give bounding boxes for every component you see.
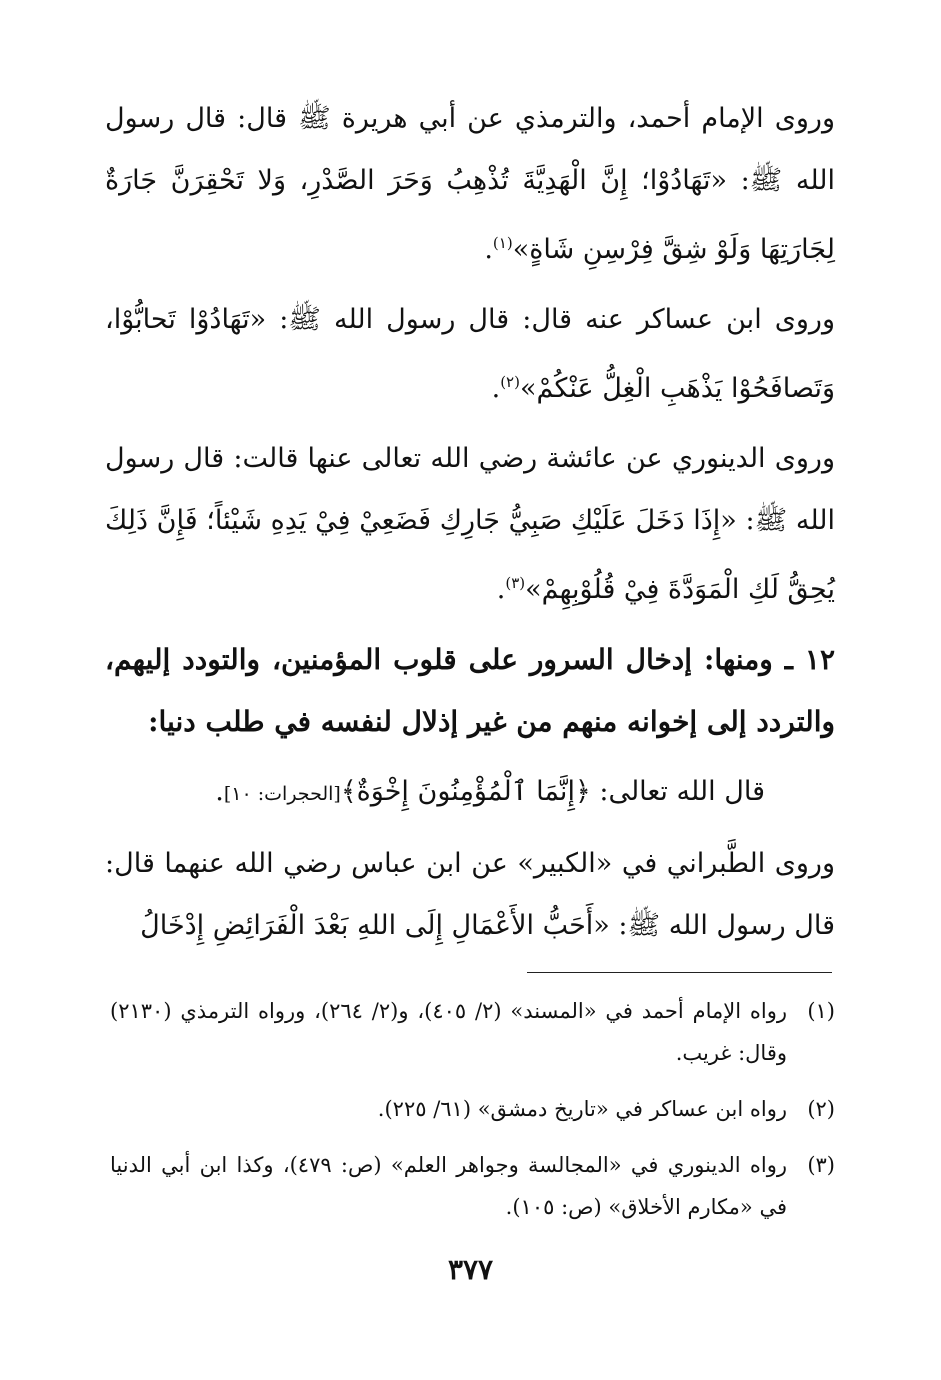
paragraph-2-text: وروى ابن عساكر عنه قال: قال رسول الله ﷺ: «تَهَادُوْا تَحابُّوْا، وَتَصافَحُوْا يَذْهَبِ الْغِلُّ عَنْكُمْ»: [105, 304, 835, 404]
paragraph-3-tail: .: [496, 574, 506, 605]
section-heading: ١٢ ـ ومنها: إدخال السرور على قلوب المؤمنين، والتودد إليهم، والتردد إلى إخوانه منهم من غير إذلال لنفسه في طلب دنيا:: [105, 643, 835, 738]
footnote-number: (٣): [807, 1153, 835, 1177]
footnote-1: [110, 990, 835, 1074]
paragraph-2-tail: .: [491, 373, 501, 404]
footnote-text: رواه الإمام أحمد في «المسند» (٢/ ٤٠٥)، و(٢/ ٢٦٤)، ورواه الترمذي (٢١٣٠) وقال: غريب.: [110, 999, 787, 1065]
footnote-divider: [527, 972, 832, 973]
paragraph-1: [105, 88, 835, 281]
footnote-ref-2: (٢): [500, 373, 520, 391]
footnote-3: [110, 1144, 835, 1228]
footnote-number: (١): [807, 999, 835, 1023]
paragraph-3-text: وروى الدينوري عن عائشة رضي الله تعالى عنها قالت: قال رسول الله ﷺ: «إِذَا دَخَلَ عَلَيْكِ صَبِيُّ جَارِكِ فَضَعِيْ فِيْ يَدِهِ شَيْئاً؛ فَإِنَّ ذَلِكَ يُحِقُّ لَكِ الْمَوَدَّةَ فِيْ قُلُوْبِهِمْ»: [105, 443, 835, 605]
paragraph-2: [105, 289, 835, 420]
paragraph-4: وروى الطَّبراني في «الكبير» عن ابن عباس رضي الله عنهما قال: قال رسول الله ﷺ: «أَحَبُّ الأَعْمَالِ إِلَى اللهِ بَعْدَ الْفَرَائِضِ إِدْخَالُ: [105, 848, 835, 941]
footnote-text: رواه ابن عساكر في «تاريخ دمشق» (٦١/ ٢٢٥).: [377, 1097, 787, 1121]
paragraph-1-text: وروى الإمام أحمد، والترمذي عن أبي هريرة ﷺ قال: قال رسول الله ﷺ: «تَهَادُوْا؛ إِنَّ الْهَدِيَّةَ تُذْهِبُ وَحَرَ الصَّدْرِ، وَلا تَحْقِرَنَّ جَارَةٌ لِجَارَتِهَا وَلَوْ شِقَّ فِرْسِنِ شَاةٍ»: [105, 103, 835, 265]
footnote-number: (٢): [807, 1097, 835, 1121]
quran-verse: [105, 761, 835, 825]
footnote-2: [110, 1088, 835, 1130]
quran-verse-tail: .: [215, 776, 224, 807]
paragraph-3: [105, 428, 835, 621]
main-text: [105, 88, 835, 965]
footnote-text: رواه الدينوري في «المجالسة وجواهر العلم» (ص: ٤٧٩)، وكذا ابن أبي الدنيا في «مكارم الأخلاق» (ص: ١٠٥).: [110, 1153, 787, 1219]
footnotes: [110, 990, 835, 1242]
page-number: ٣٧٧: [447, 1253, 494, 1286]
footnote-ref-3: (٣): [505, 574, 526, 592]
paragraph-1-tail: .: [484, 234, 493, 265]
footnote-ref-1: (١): [492, 234, 513, 252]
quran-verse-text: قال الله تعالى: ﴿إِنَّمَا ٱلْمُؤْمِنُونَ إِخْوَةٌ﴾: [340, 776, 765, 807]
quran-citation: [الحجرات: ١٠]: [223, 783, 341, 805]
